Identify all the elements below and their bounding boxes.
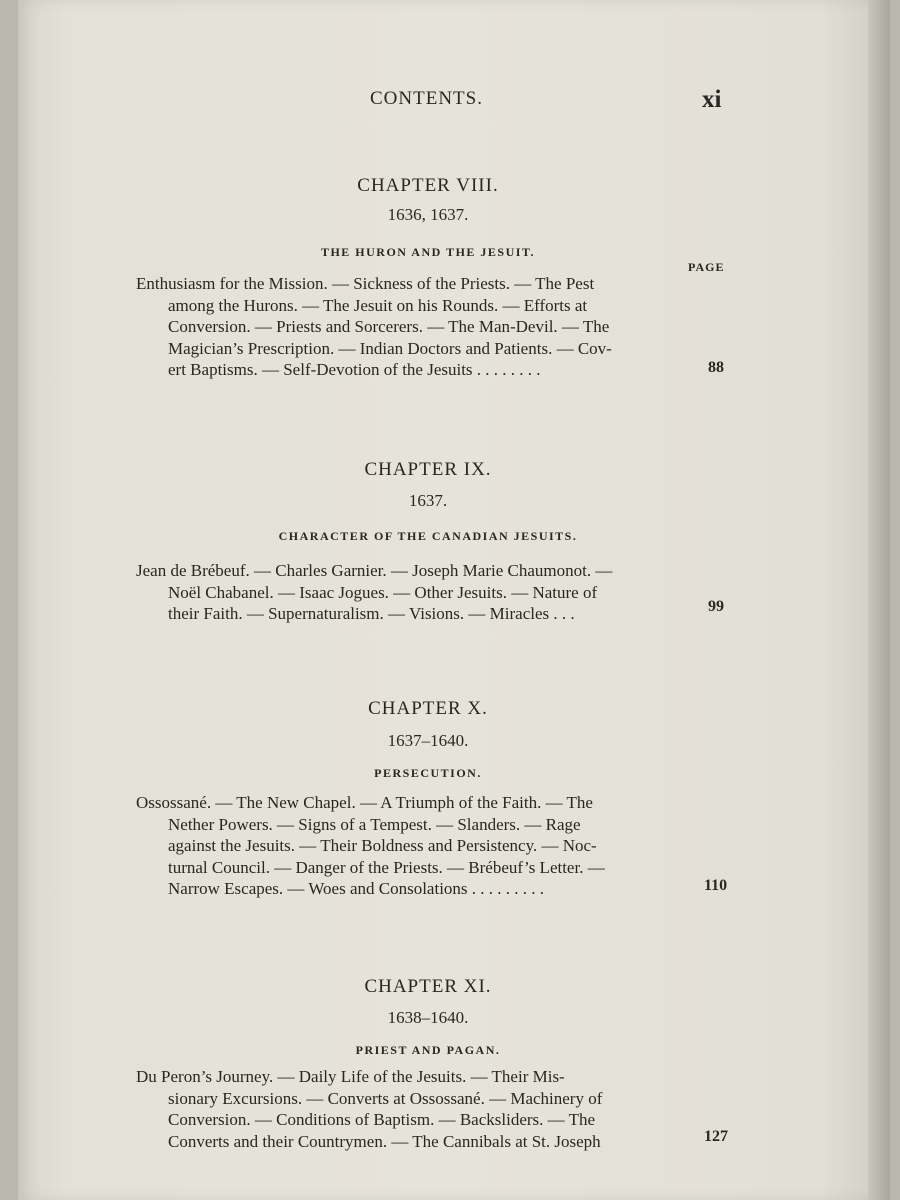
chapter-years: 1637–1640.	[387, 731, 469, 750]
summary-line: sionary Excursions. — Converts at Ossossané. — Machinery of	[168, 1088, 603, 1108]
chapter-years: 1637.	[408, 491, 448, 510]
summary-line: Ossossané. — The New Chapel. — A Triumph of the Faith. — The	[136, 793, 593, 812]
summary-line: against the Jesuits. — Their Boldness and Persistency. — Noc-	[168, 836, 597, 855]
page-number: 127	[704, 1128, 728, 1145]
summary-line: among the Hurons. — The Jesuit on his Rounds. — Efforts at	[168, 295, 588, 315]
chapter-summary	[136, 560, 692, 625]
chapter-subtitle: CHARACTER OF THE CANADIAN JESUITS.	[278, 529, 578, 543]
book-page	[18, 0, 890, 1200]
page-number: 88	[708, 359, 724, 376]
summary-line: Magician’s Prescription. — Indian Doctors and Patients. — Cov-	[168, 338, 612, 358]
page-folio: xi	[702, 86, 722, 113]
running-head-title: CONTENTS.	[370, 88, 483, 109]
chapter-summary	[136, 792, 692, 900]
page-number: 110	[704, 877, 728, 894]
summary-line: Nether Powers. — Signs of a Tempest. — Slanders. — Rage	[168, 814, 581, 834]
chapter-years: 1636, 1637.	[387, 205, 469, 224]
summary-line: their Faith. — Supernaturalism. — Visions. — Miracles . . .	[168, 604, 575, 623]
chapter-subtitle: THE HURON AND THE JESUIT.	[320, 245, 536, 259]
chapter-summary	[136, 1066, 692, 1152]
chapter-subtitle: PRIEST AND PAGAN.	[355, 1043, 501, 1057]
summary-line: Narrow Escapes. — Woes and Consolations . . . . . . . . .	[168, 879, 545, 898]
chapter-heading: CHAPTER VIII.	[357, 175, 499, 196]
summary-line: Converts and their Countrymen. — The Cannibals at St. Joseph	[168, 1131, 601, 1151]
summary-line: Conversion. — Conditions of Baptism. — Backsliders. — The	[168, 1110, 596, 1129]
chapter-heading: CHAPTER XI.	[364, 976, 492, 997]
summary-line: Du Peron’s Journey. — Daily Life of the Jesuits. — Their Mis-	[136, 1067, 565, 1086]
chapter-summary	[136, 273, 692, 381]
chapter-heading: CHAPTER IX.	[364, 459, 492, 480]
summary-line: Jean de Brébeuf. — Charles Garnier. — Joseph Marie Chaumonot. —	[136, 561, 613, 580]
summary-line: Enthusiasm for the Mission. — Sickness of the Priests. — The Pest	[136, 274, 595, 293]
chapter-years: 1638–1640.	[387, 1008, 469, 1027]
summary-line: Noël Chabanel. — Isaac Jogues. — Other Jesuits. — Nature of	[168, 582, 598, 602]
summary-line: Conversion. — Priests and Sorcerers. — The Man-Devil. — The	[168, 317, 610, 336]
summary-line: turnal Council. — Danger of the Priests. — Brébeuf’s Letter. —	[168, 857, 605, 877]
summary-line: ert Baptisms. — Self-Devotion of the Jesuits . . . . . . . .	[168, 360, 541, 379]
page-edge	[868, 0, 890, 1200]
page-column-label: PAGE	[688, 260, 725, 274]
chapter-subtitle: PERSECUTION.	[374, 766, 482, 780]
chapter-heading: CHAPTER X.	[368, 698, 488, 719]
page-number: 99	[708, 598, 724, 615]
